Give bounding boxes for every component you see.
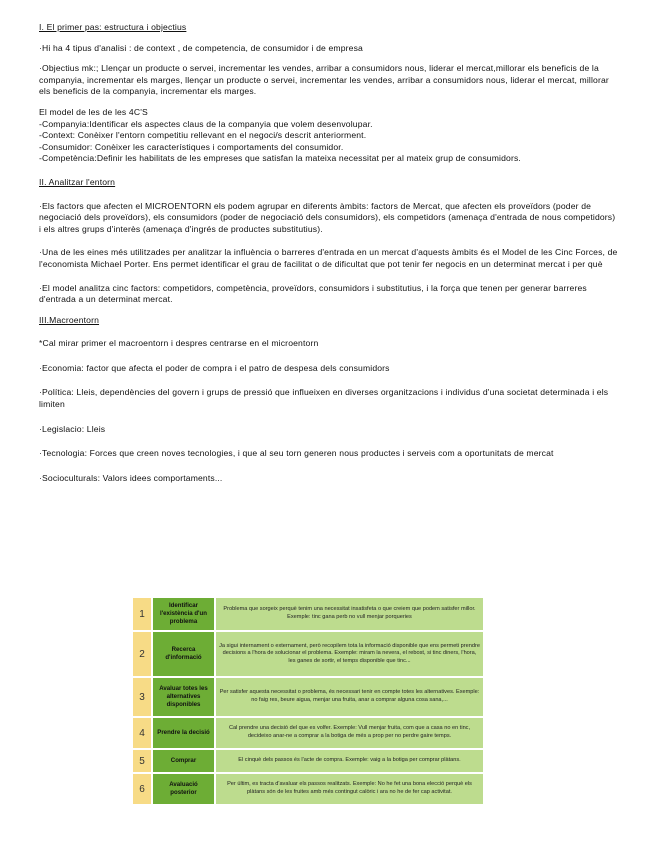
step-number: 5 [133,750,151,772]
step-description: Cal prendre una decisió del que es volfer. Exemple: Vull menjar fruita, com que a casa no en tinc, decideixo anar-ne a comprar a la botiga de més a prop per no perdre gaire temps. [214,718,483,748]
paragraph-socioculturals: ·Socioculturals: Valors idees comportaments... [39,472,223,483]
step-title: Avaluar totes les alternatives disponibles [151,678,214,716]
model-4cs-title: El model de les de les 4C'S [39,106,148,117]
section-heading-macroentorn: III.Macroentorn [39,314,100,325]
step-number: 4 [133,718,151,748]
step-description: Per satisfer aquesta necessitat o problema, és necessari tenir en compte totes les alternatives. Exemple: no faig res, beure aigua, menjar una fruita, anar a comprar alguna cosa sana,... [214,678,483,716]
step-description: Problema que sorgeix perquè tenim una necessitat insatisfeta o que creiem que podem satisfer millor. Exemple: tinc gana perb no vull menjar porqueries [214,598,483,630]
document-body [39,22,619,484]
step-description: El cinquè dels passos és l'acte de compra. Exemple: vaig a la botiga per comprar plàtans. [214,750,483,772]
section-heading-estructura: I. El primer pas: estructura i objectius [39,22,187,32]
step-title: Identificar l'existència d'un problema [151,598,214,630]
step-title: Prendre la decisió [151,718,214,748]
step-number: 3 [133,678,151,716]
section-heading-entorn: II. Analitzar l'entorn [39,176,116,187]
step-title: Avaluació posterior [151,774,214,804]
table-row [133,678,483,716]
paragraph-cinc-forces: ·Una de les eines més utilitzades per analitzar la influència o barreres d'entrada en un mercat d'aquests àmbits és el Model de les Cinc Forces, de l'economista Michael Porter. Ens permet identificar el grau de facilitat o de dificultat que pot tenir fer negocis en un determinat mercat i per què [39,247,618,269]
paragraph-macro-primer: *Cal mirar primer el macroentorn i despres centrarse en el microentorn [39,338,319,349]
step-description: Ja sigui internament o externament, però recopilem tota la informació disponible que ens permeti prendre decisions a l'hora de solucionar el problema. Exemple: miram la nevera, el rebost, si tinc diners, l'hora, les ganes de sortir, el temps disponible que tinc... [214,632,483,676]
paragraph-model-factors: ·El model analitza cinc factors: competidors, competència, proveïdors, consumidors i substitutius, i la força que tenen per generar barreres d'entrada a un determinat mercat. [39,282,587,305]
paragraph-tipus-analisi: ·Hi ha 4 tipus d'analisi : de context , de competencia, de consumidor i de empresa [39,42,363,53]
table-row [133,718,483,748]
paragraph-legislacio: ·Legislacio: Lleis [39,423,106,434]
step-description: Per últim, es tracta d'avaluar els passos realitzats. Exemple: No he fet una bona elecció perquè els plàtans són de les fruites amb més contingut calòric i ara no he de fer cap activitat. [214,774,483,804]
step-number: 1 [133,598,151,630]
paragraph-objectius: ·Objectius mk:; Llençar un producte o servei, incrementar les vendes, arribar a consumidors nous, liderar el mercat,millorar els beneficis de la companyia, incrementar els marges, llençar un producte o servei, incrementar les vendes, arribar a consumidors nous, liderar el mercat, millorar els beneficis de la companyia, incrementar els marges. [39,63,609,97]
model-item-companyia: -Companyia:Identificar els aspectes claus de la companyia que volem desenvolupar. [39,118,373,129]
purchase-process-table [133,596,483,806]
paragraph-politica: ·Política: Lleis, dependències del govern i grups de pressió que influeixen en diverses organitzacions i individus d'una societat determinada i els limiten [39,387,609,410]
table-row [133,774,483,804]
step-number: 2 [133,632,151,676]
step-title: Recerca d'informació [151,632,214,676]
table-row [133,632,483,676]
table-row [133,750,483,772]
model-item-consumidor: -Consumidor: Conèixer les característiques i comportaments del consumidor. [39,141,344,152]
paragraph-microentorn: ·Els factors que afecten el MICROENTORN els podem agrupar en diferents àmbits: factors de Mercat, que afecten els proveïdors (poder de negociació dels proveïdors), els consumidors (poder de negociació dels consumidors), els competidors (amenaça d'entrada de nous competidors) i els altres grups d'interès (amenaça d'ingrés de productes substitutius). [39,200,616,234]
paragraph-tecnologia: ·Tecnologia: Forces que creen noves tecnologies, i que al seu torn generen nous productes i serveis com a oportunitats de mercat [39,448,554,459]
step-number: 6 [133,774,151,804]
model-item-competencia: -Competència:Definir les habilitats de les empreses que satisfan la mateixa necessitat per al mateix grup de consumidors. [39,153,521,164]
step-title: Comprar [151,750,214,772]
paragraph-economia: ·Economia: factor que afecta el poder de compra i el patro de despesa dels consumidors [39,362,390,373]
model-item-context: -Context: Conèixer l'entorn competitiu rellevant en el negoci/s descrit anteriorment. [39,130,367,141]
table-row [133,598,483,630]
